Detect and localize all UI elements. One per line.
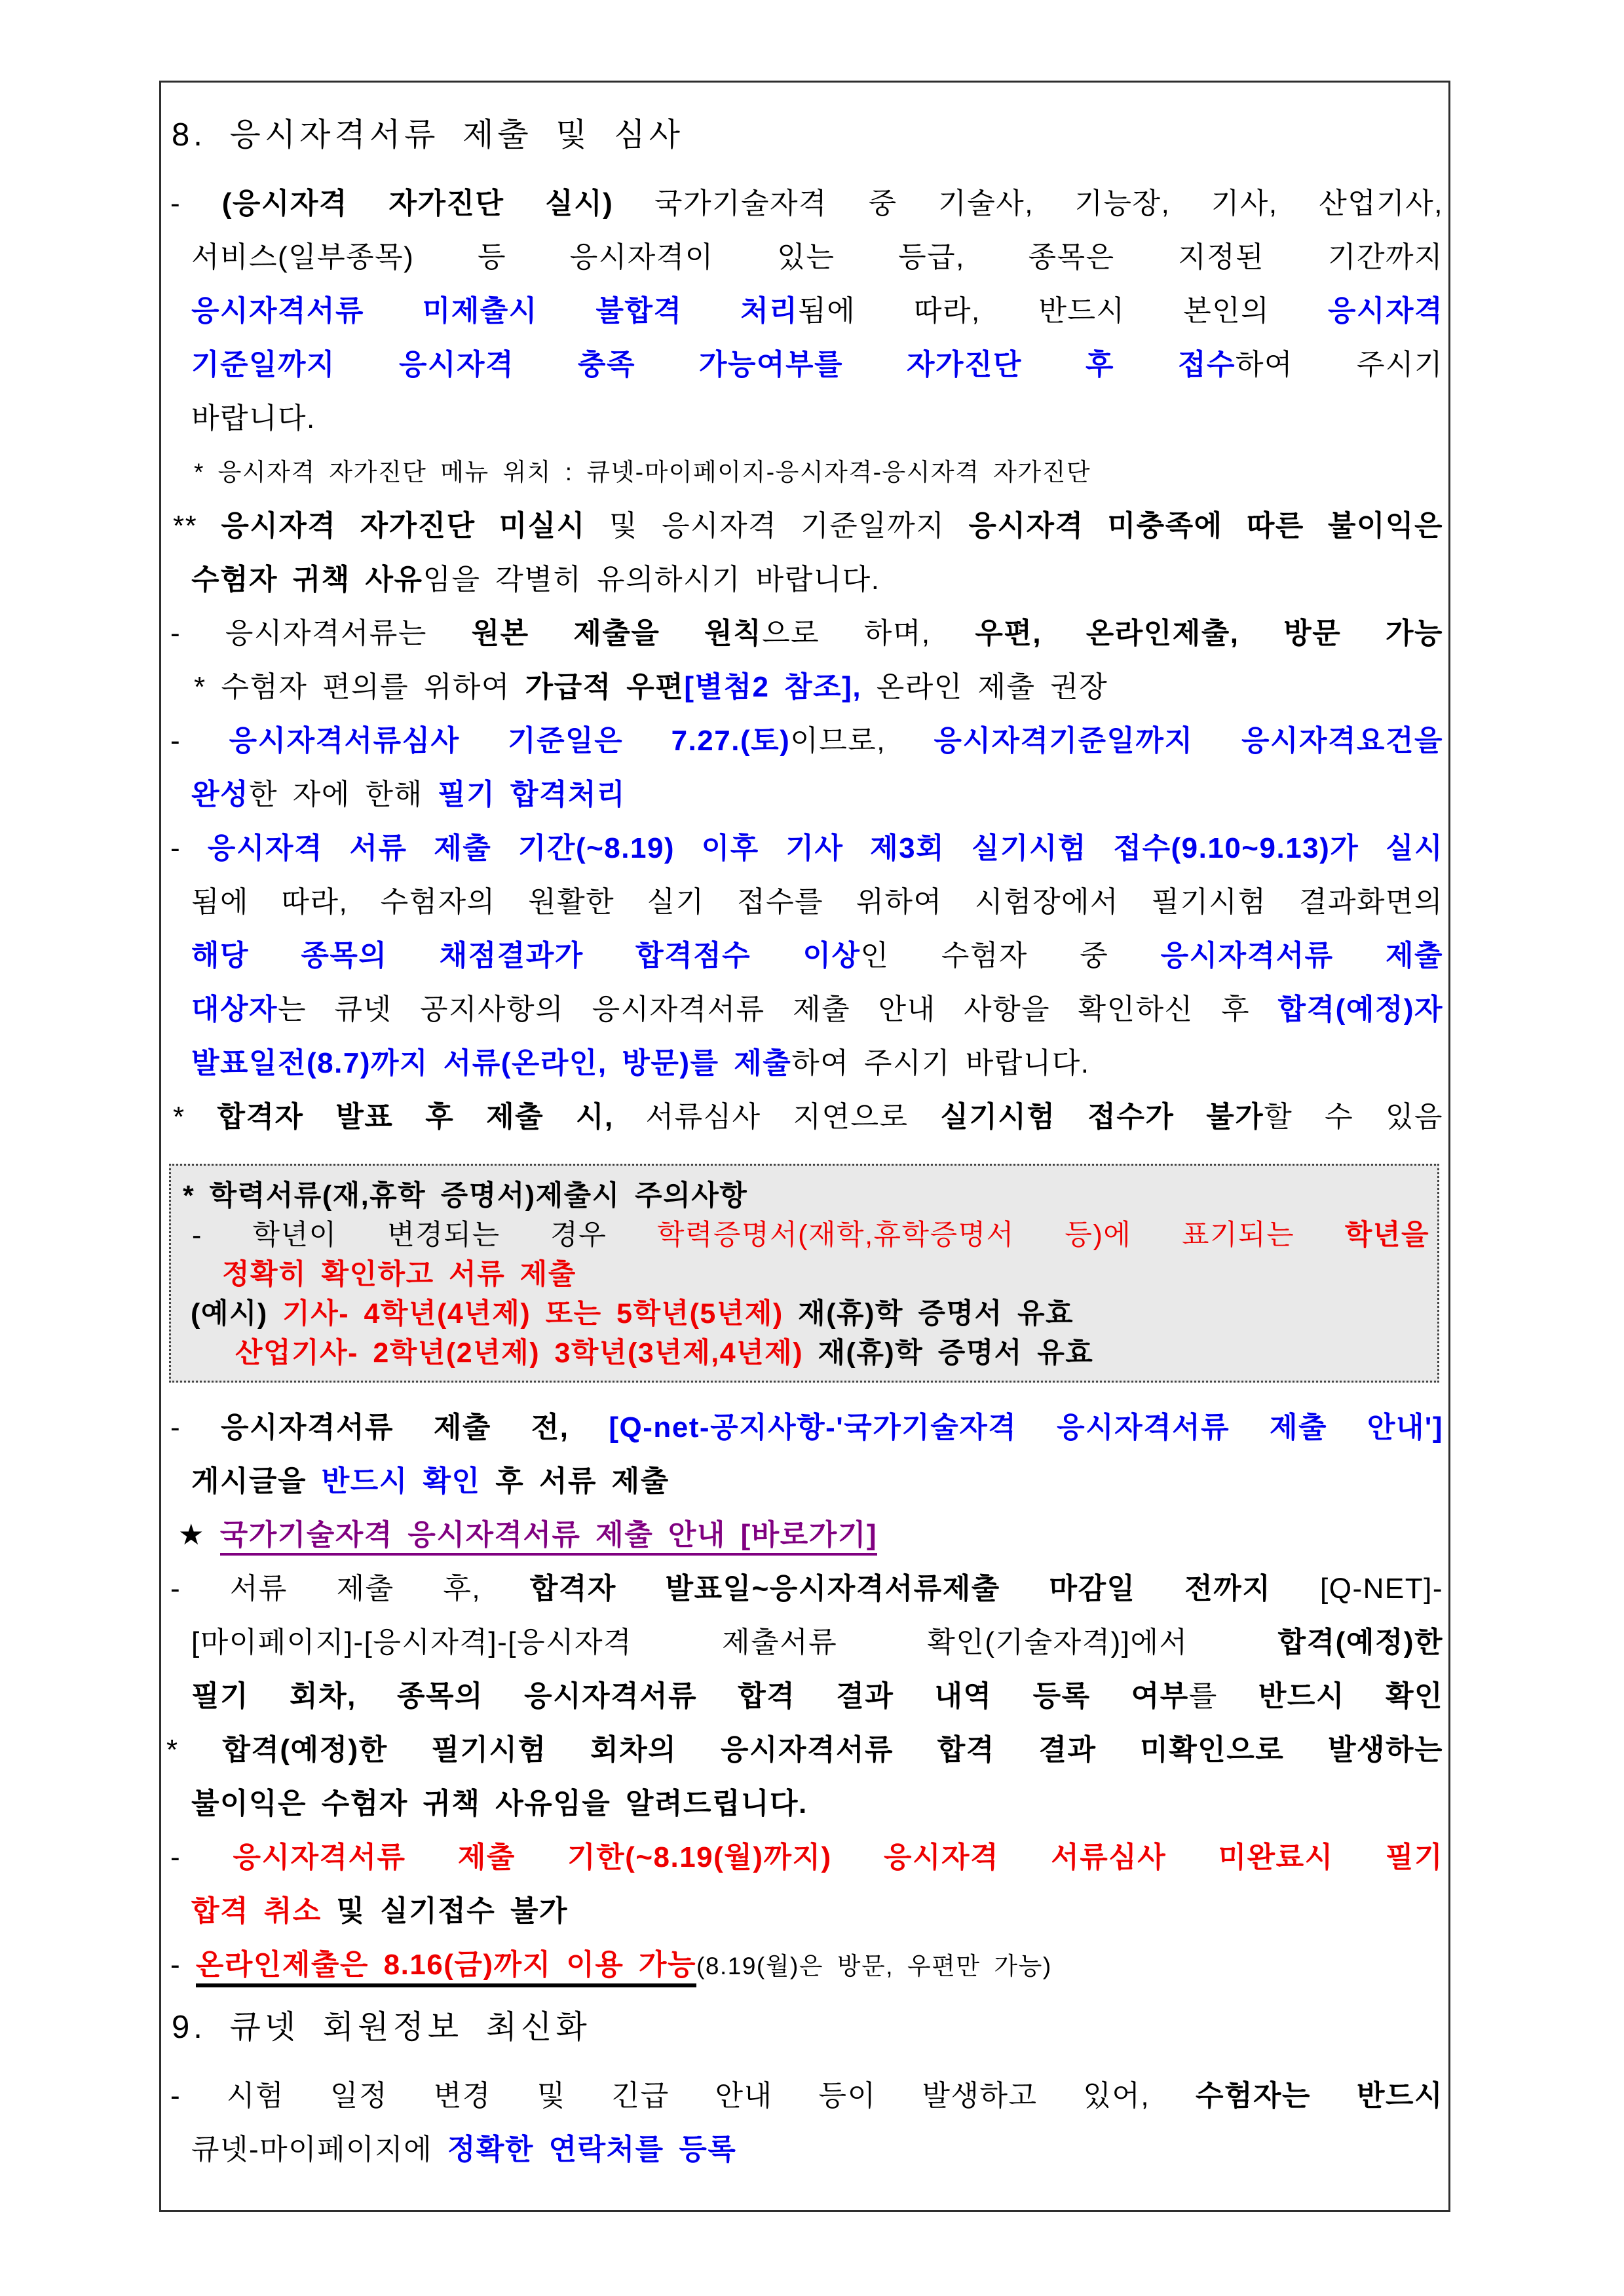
text-segment: 큐넷-마이페이지에 — [191, 2133, 447, 2166]
text-segment: ** — [173, 510, 221, 542]
text-segment: 기사- 4학년(4년제) 또는 5학년(5년제) — [282, 1298, 784, 1330]
text-segment: 는 큐넷 공지사항의 응시자격서류 제출 안내 사항을 확인하신 후 — [278, 993, 1278, 1025]
text-segment: 이므로, — [790, 725, 934, 757]
text-segment: 됨에 따라, 수험자의 원활한 실기 접수를 위하여 시험장에서 필기시험 결과화면의 — [191, 886, 1443, 918]
page-border — [159, 81, 1450, 2212]
text-segment: 우편, 온라인제출, 방문 가능 — [975, 617, 1443, 649]
text-segment: 반드시 확인 — [321, 1465, 481, 1497]
text-segment: - — [170, 187, 222, 220]
text-segment: 게시글을 — [191, 1465, 322, 1497]
text-segment: 합격(예정)자 — [1277, 993, 1443, 1025]
text-segment: 수험자는 반드시 — [1196, 2080, 1443, 2112]
text-segment: 응시자격서류 제출 기한(~8.19(월)까지) 응시자격 서류심사 미완료시 필기 — [233, 1841, 1443, 1873]
text-segment: 서비스(일부종목) 등 응시자격이 있는 등급, 종목은 지정된 기간까지 — [191, 241, 1443, 273]
line-menu-location-note — [161, 446, 1443, 499]
line-online-deadline — [161, 1938, 1443, 1992]
line-deadline-warning-1 — [161, 1831, 1443, 1885]
line-responsibility-note-1 — [161, 499, 1443, 553]
line-contact-update-1 — [161, 2069, 1443, 2123]
line-unchecked-result-note-2 — [161, 1777, 1443, 1831]
submission-guide-link[interactable]: 국가기술자격 응시자격서류 제출 안내 [바로가기] — [220, 1519, 877, 1556]
text-segment: 임을 각별히 유의하시기 바랍니다. — [423, 564, 880, 596]
text-segment: [마이페이지]-[응시자격]-[응시자격 제출서류 확인(기술자격)]에서 — [191, 1626, 1278, 1658]
line-result-check-3 — [161, 1670, 1443, 1723]
line-result-check-2 — [161, 1616, 1443, 1670]
text-segment: 불이익은 수험자 귀책 사유임을 알려드립니다. — [191, 1788, 808, 1820]
text-segment: 원본 제출을 원칙 — [471, 617, 763, 649]
text-segment: 인 수험자 중 — [860, 940, 1161, 972]
text-segment: [Q-NET]- — [1271, 1573, 1443, 1605]
text-segment: 및 실기접수 불가 — [321, 1895, 568, 1927]
text-segment: 완성 — [191, 778, 250, 811]
line-deadline-warning-2 — [161, 1885, 1443, 1938]
text-segment: 온라인 제출 권장 — [861, 671, 1108, 703]
text-segment: * — [166, 1734, 223, 1766]
text-segment: 됨에 따라, 반드시 본인의 — [798, 295, 1328, 327]
text-segment: - 학년이 변경되는 경우 — [192, 1219, 657, 1251]
box-line-example-gisa — [171, 1294, 1429, 1333]
line-self-diagnosis-5 — [161, 392, 1443, 446]
text-segment: 필기 합격처리 — [438, 778, 626, 811]
text-segment: 학년을 — [1344, 1219, 1429, 1251]
text-segment: 응시자격 자가진단 미실시 — [221, 510, 586, 542]
text-segment: 가급적 우편 — [525, 671, 685, 703]
text-segment: 학력증명서(재학,휴학증명서 등)에 표기되는 — [656, 1219, 1345, 1251]
line-submission-period-4 — [161, 983, 1443, 1037]
line-self-diagnosis-3 — [161, 284, 1443, 338]
text-segment: - 응시자격서류는 — [170, 617, 472, 649]
text-segment: 할 수 있음 — [1264, 1101, 1443, 1133]
line-unchecked-result-note-1 — [161, 1723, 1443, 1777]
text-segment: 하여 주시기 — [1236, 349, 1443, 381]
box-line-example-sanupgisa — [171, 1333, 1429, 1373]
text-segment: 정확히 확인하고 서류 제출 — [222, 1259, 576, 1290]
line-guide-link — [161, 1508, 1443, 1562]
line-submission-period-1 — [161, 822, 1443, 875]
star-icon: ★ — [178, 1519, 205, 1551]
text-segment: 를 — [1188, 1680, 1258, 1712]
text-segment: 해당 종목의 채점결과가 합격점수 이상 — [191, 940, 861, 972]
section-9-heading — [161, 1995, 1443, 2060]
text-segment: * 학력서류(재,휴학 증명서)제출시 주의사항 — [183, 1180, 748, 1212]
text-segment: 대상자 — [191, 993, 278, 1025]
text-segment: (예시) — [191, 1298, 283, 1330]
text-segment: 반드시 확인 — [1258, 1680, 1443, 1712]
text-segment: [Q-net-공지사항-'국가기술자격 응시자격서류 제출 안내'] — [609, 1411, 1443, 1444]
text-segment: 재(휴)학 증명서 유효 — [783, 1298, 1074, 1330]
text-segment: 산업기사- 2학년(2년제) 3학년(3년제,4년제) — [235, 1337, 804, 1369]
text-segment: 합격 취소 — [191, 1895, 322, 1927]
text-segment — [569, 1411, 609, 1444]
text-segment: * 수험자 편의를 위하여 — [194, 671, 525, 703]
text-segment: (8.19(월)은 방문, 우편만 가능) — [696, 1953, 1052, 1980]
line-contact-update-2 — [161, 2123, 1443, 2177]
text-segment: 기준일까지 응시자격 충족 가능여부를 자가진단 후 접수 — [191, 349, 1236, 381]
text-segment: 실기시험 접수가 불가 — [940, 1101, 1264, 1133]
line-self-diagnosis-2 — [161, 231, 1443, 284]
line-qnet-notice-1 — [161, 1401, 1443, 1455]
text-segment: 합격(예정)한 — [1277, 1626, 1443, 1658]
text-segment: 8. 응시자격서류 제출 및 심사 — [172, 117, 684, 153]
text-segment: 응시자격 미충족에 따른 불이익은 — [968, 510, 1443, 542]
text-segment: 응시자격기준일까지 응시자격요건을 — [934, 725, 1443, 757]
text-segment: 바랍니다. — [191, 402, 316, 434]
text-segment: 수험자 귀책 사유 — [191, 564, 423, 596]
academic-docs-notice-box — [169, 1164, 1439, 1383]
text-segment: 응시자격 서류 제출 기간(~8.19) 이후 기사 제3회 실기시험 접수(9.10~9.13)가 실시 — [207, 832, 1443, 864]
text-segment: 응시자격서류 제출 전, — [221, 1411, 569, 1444]
text-segment: 필기 회차, 종목의 응시자격서류 합격 결과 내역 등록 여부 — [191, 1680, 1189, 1712]
text-segment: 발표일전(8.7)까지 서류(온라인, 방문)를 제출 — [191, 1047, 792, 1079]
text-segment: 응시자격 — [1328, 295, 1443, 327]
text-segment: 응시자격서류심사 기준일은 7.27.(토) — [229, 725, 791, 757]
text-segment: - — [170, 1411, 221, 1444]
text-segment: 으로 하며, — [762, 617, 975, 649]
section-8-heading — [161, 102, 1443, 168]
line-submission-period-2 — [161, 875, 1443, 929]
text-segment: * — [173, 1101, 217, 1133]
text-segment: - 시험 일정 변경 및 긴급 안내 등이 발생하고 있어, — [170, 2080, 1196, 2112]
text-segment: - — [170, 1841, 233, 1873]
text-segment: 국가기술자격 중 기술사, 기능장, 기사, 산업기사, — [613, 187, 1443, 220]
text-segment: 정확한 연락처를 등록 — [447, 2133, 737, 2166]
line-qnet-notice-2 — [161, 1455, 1443, 1508]
line-self-diagnosis-4 — [161, 338, 1443, 392]
line-result-check-1 — [161, 1562, 1443, 1616]
text-segment: * 응시자격 자가진단 메뉴 위치 : 큐넷-마이페이지-응시자격-응시자격 자가진단 — [194, 459, 1091, 486]
text-segment: - 서류 제출 후, — [170, 1573, 530, 1605]
text-segment: 합격자 발표 후 제출 시, — [217, 1101, 614, 1133]
line-self-diagnosis-1 — [161, 177, 1443, 231]
text-segment: - — [170, 725, 229, 757]
text-segment: 합격(예정)한 필기시험 회차의 응시자격서류 합격 결과 미확인으로 발생하는 — [222, 1734, 1443, 1766]
text-segment: 서류심사 지연으로 — [613, 1101, 941, 1133]
text-segment: 합격자 발표일~응시자격서류제출 마감일 전까지 — [529, 1573, 1272, 1605]
text-segment: 9. 큐넷 회원정보 최신화 — [172, 2010, 591, 2045]
text-segment: [별첨2 참조], — [684, 671, 862, 703]
doc-content — [161, 83, 1448, 2210]
line-submission-period-3 — [161, 929, 1443, 983]
text-segment: - — [170, 832, 208, 864]
text-segment: 온라인제출은 8.16(금)까지 이용 가능 — [196, 1949, 696, 1987]
line-original-docs — [161, 607, 1443, 660]
text-segment: 응시자격서류 미제출시 불합격 처리 — [191, 295, 799, 327]
text-segment: 응시자격서류 제출 — [1160, 940, 1443, 972]
line-mail-recommend-note — [161, 660, 1443, 714]
line-review-base-date-1 — [161, 714, 1443, 768]
line-responsibility-note-2 — [161, 553, 1443, 607]
text-segment: 후 서류 제출 — [480, 1465, 670, 1497]
text-segment: - — [170, 1949, 196, 1981]
box-line-grade-check-2 — [171, 1255, 1429, 1294]
text-segment: 하여 주시기 바랍니다. — [791, 1047, 1090, 1079]
line-review-base-date-2 — [161, 768, 1443, 822]
line-late-submission-note — [161, 1090, 1443, 1144]
text-segment: 및 응시자격 기준일까지 — [585, 510, 969, 542]
text-segment: 재(휴)학 증명서 유효 — [803, 1337, 1094, 1369]
text-segment: (응시자격 자가진단 실시) — [221, 187, 614, 220]
text-segment — [205, 1519, 220, 1551]
box-line-title — [171, 1176, 1429, 1215]
line-submission-period-5 — [161, 1037, 1443, 1090]
box-line-grade-check-1 — [171, 1215, 1429, 1255]
text-segment: 한 자에 한해 — [249, 778, 438, 811]
